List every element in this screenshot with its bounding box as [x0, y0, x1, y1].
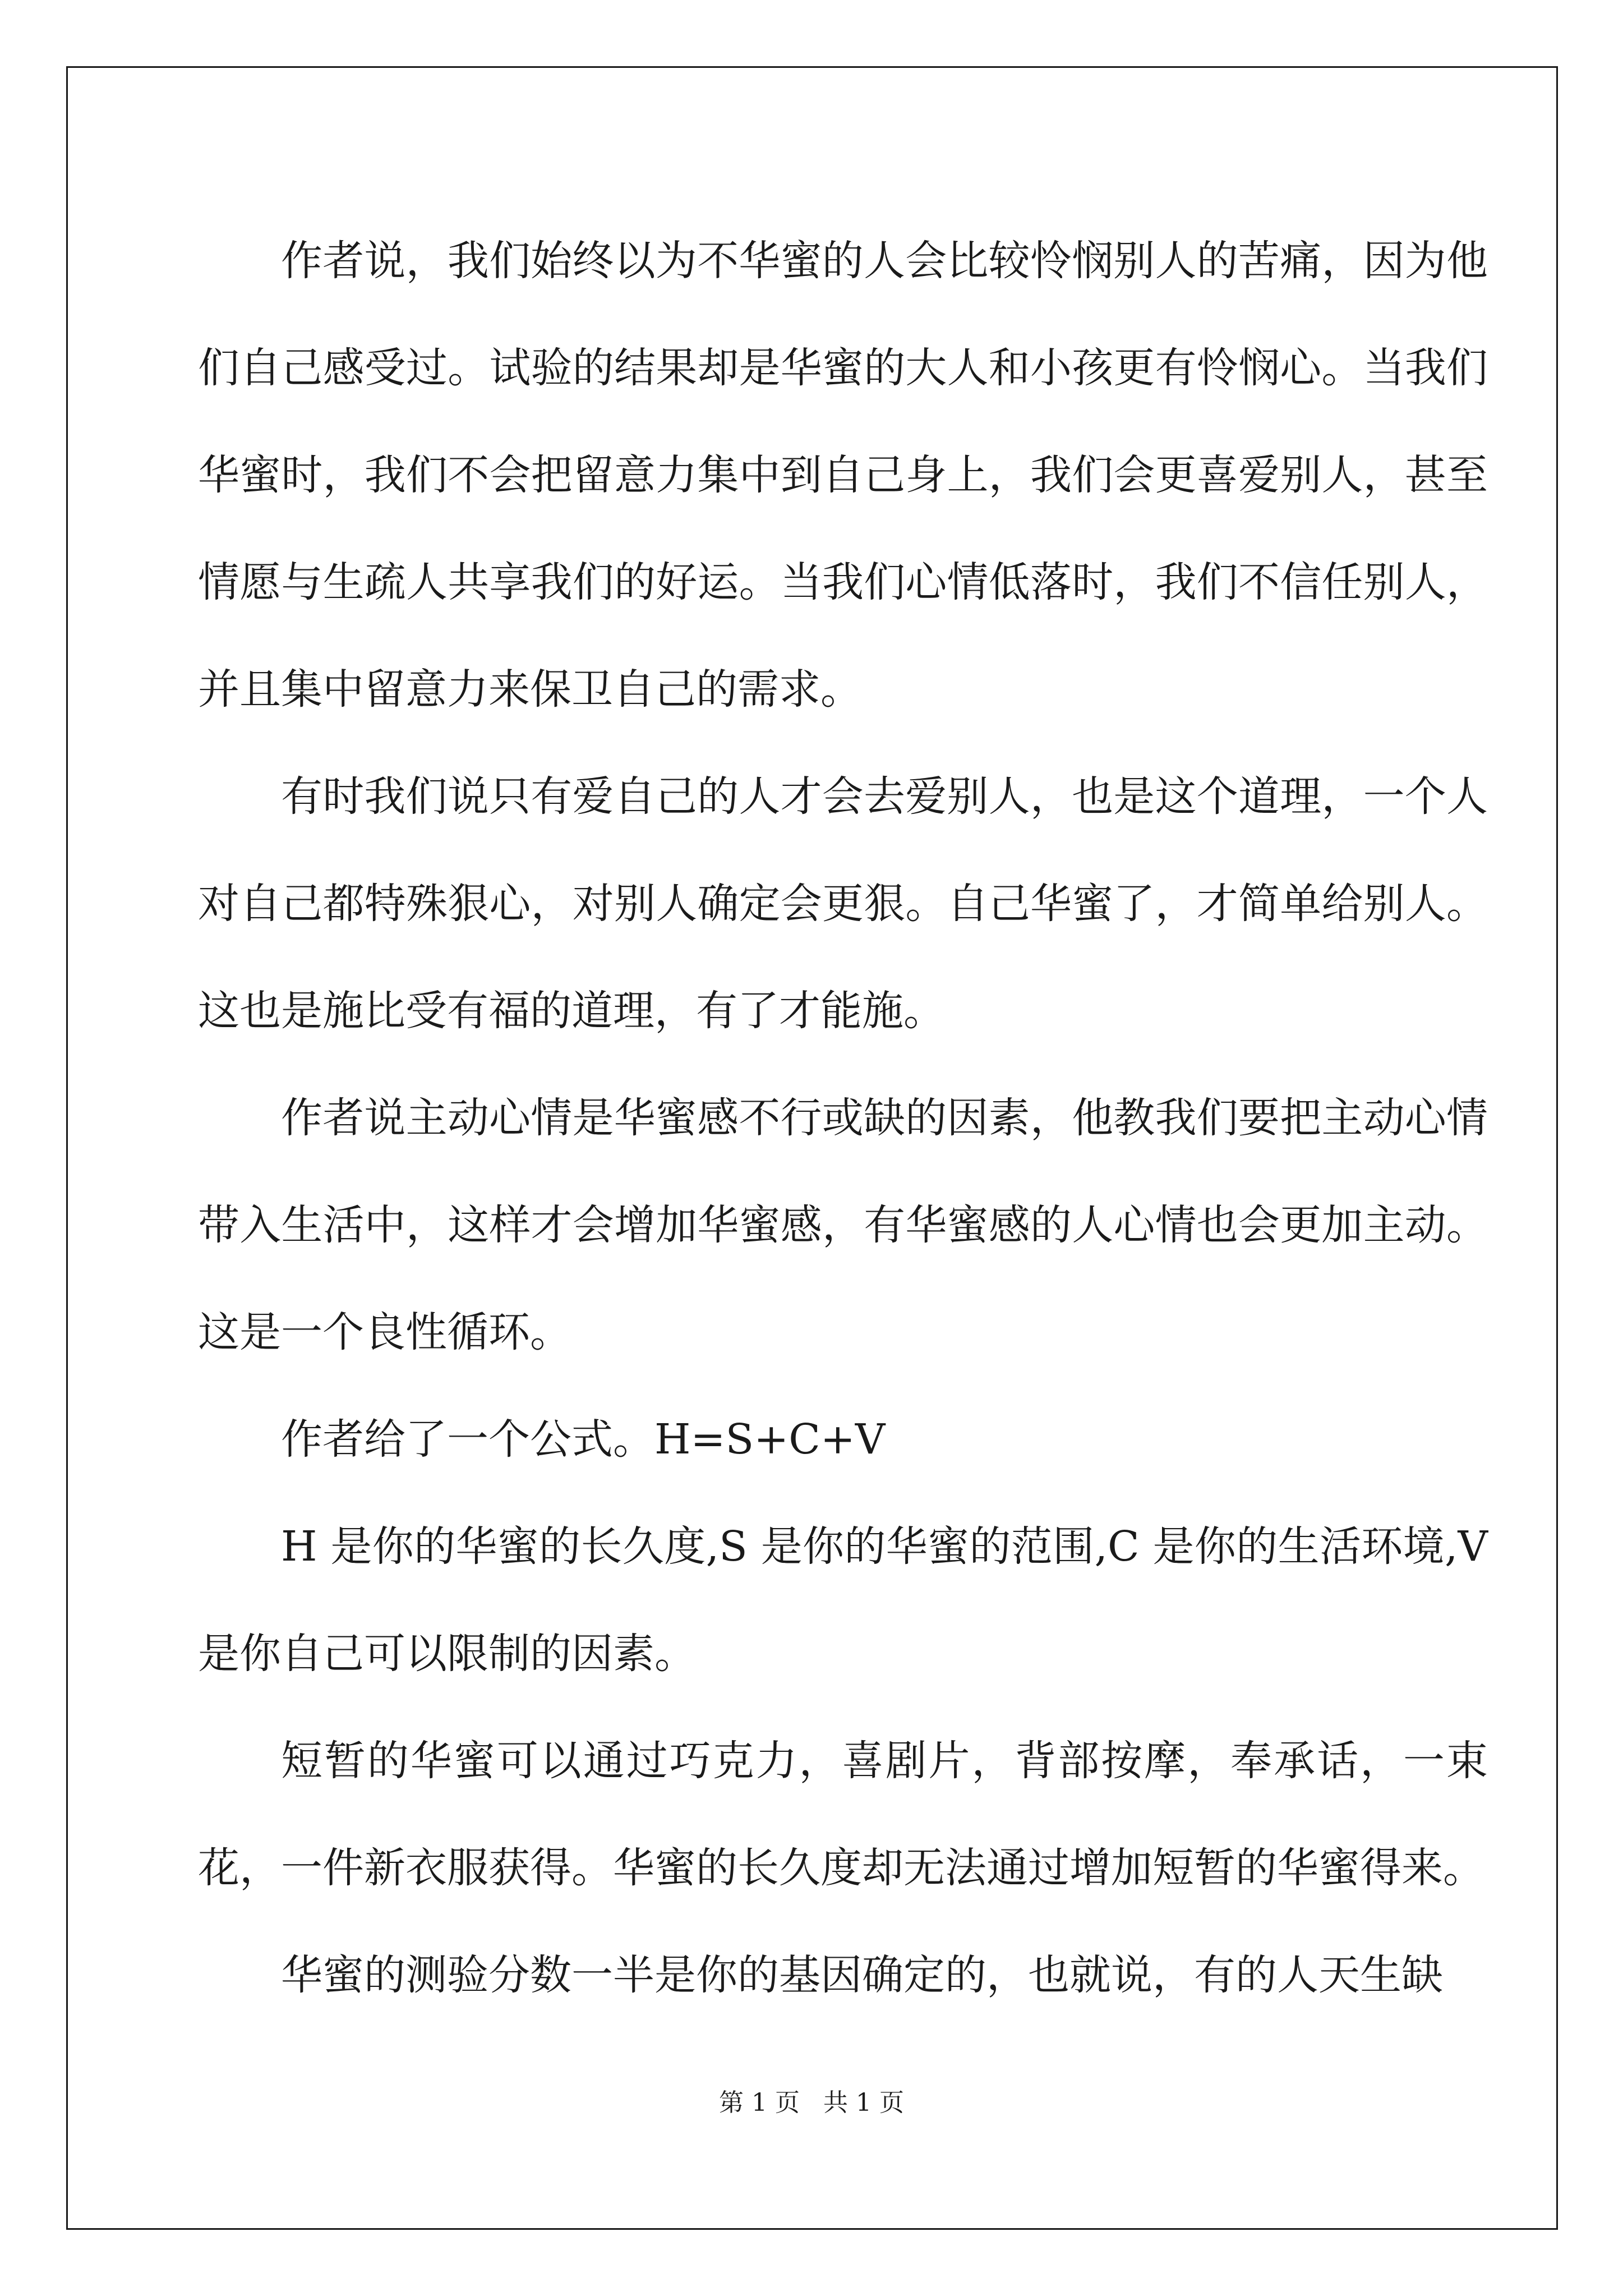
page-total: 共 1 页 — [823, 2088, 904, 2117]
paragraph: 作者给了一个公式。H=S+C+V — [281, 1415, 886, 1464]
page-footer — [0, 2082, 1623, 2118]
paragraph: 作者说主动心情是华蜜感不行或缺的因素，他教我们要把主动心情带入生活中，这样才会增加华蜜感，有华蜜感的人心情也会更加主动。这是一个良性循环。 — [198, 1094, 1488, 1356]
paragraph: H 是你的华蜜的长久度,S 是你的华蜜的范围,C 是你的生活环境,V 是你自己可以限制的因素。 — [198, 1522, 1488, 1678]
document-body — [198, 208, 1488, 2029]
paragraph: 有时我们说只有爱自己的人才会去爱别人，也是这个道理，一个人对自己都特殊狠心，对别人确定会更狠。自己华蜜了，才简单给别人。这也是施比受有福的道理，有了才能施。 — [198, 772, 1488, 1035]
paragraph: 短暂的华蜜可以通过巧克力，喜剧片，背部按摩，奉承话，一束花，一件新衣服获得。华蜜的长久度却无法通过增加短暂的华蜜得来。 — [198, 1737, 1488, 1892]
page-number: 第 1 页 — [719, 2088, 800, 2117]
paragraph: 华蜜的测验分数一半是你的基因确定的，也就说，有的人天生缺 — [281, 1951, 1443, 1999]
paragraph: 作者说，我们始终以为不华蜜的人会比较怜悯别人的苦痛，因为他们自己感受过。试验的结果却是华蜜的大人和小孩更有怜悯心。当我们华蜜时，我们不会把留意力集中到自己身上，我们会更喜爱别人，甚至情愿与生疏人共享我们的好运。当我们心情低落时，我们不信任别人，并且集中留意力来保卫自己的需求。 — [198, 237, 1488, 714]
